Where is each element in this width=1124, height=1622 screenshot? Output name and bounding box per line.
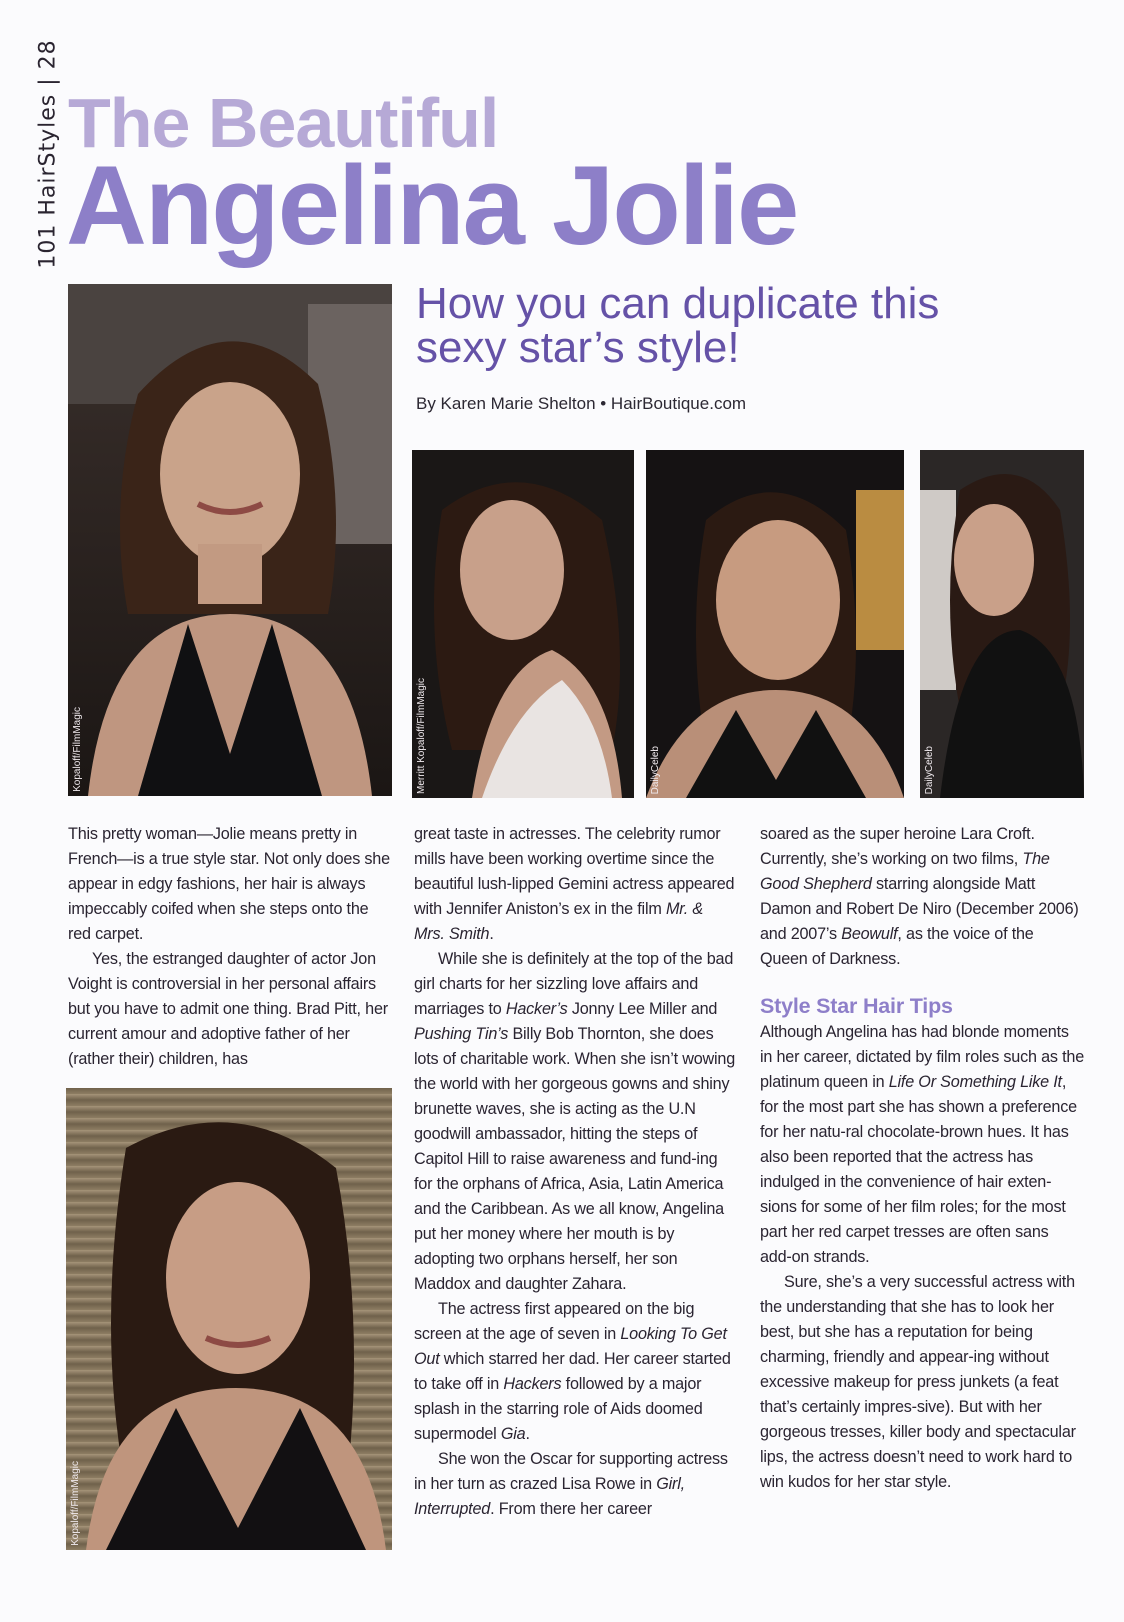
film-title: Hackers bbox=[503, 1375, 562, 1393]
text-run: While she is definitely at the top of the bad girl charts for her sizzling love affairs and marriages to bbox=[414, 950, 734, 1018]
photo-credit: Merritt Kopaloff/FilmMagic bbox=[416, 678, 427, 794]
strip-illustration-2 bbox=[646, 450, 904, 798]
paragraph bbox=[414, 822, 736, 947]
photo-credit: DailyCeleb bbox=[650, 745, 661, 794]
section-heading: Style Star Hair Tips bbox=[760, 994, 953, 1018]
paragraph bbox=[414, 947, 736, 1297]
text-run: . From there her career bbox=[490, 1500, 652, 1518]
deck bbox=[416, 279, 1056, 372]
text-run: , as the voice of the Queen of Darkness. bbox=[760, 925, 1034, 968]
film-title: Life Or Something Like It bbox=[888, 1073, 1062, 1091]
body-column-1 bbox=[68, 822, 390, 1072]
body-column-3 bbox=[760, 822, 1084, 1495]
folio-text: 101 HairStyles | 28 bbox=[35, 39, 61, 269]
film-title: Looking To Get Out bbox=[414, 1325, 727, 1368]
strip-photo-2 bbox=[646, 450, 904, 798]
paragraph: Yes, the estranged daughter of actor Jon Voight is controversial in her personal affairs but you have to admit one thing. Brad Pitt, her current amour and adoptive father of her (rather their) children, has bbox=[68, 950, 388, 1068]
film-title: Hacker’s bbox=[505, 1000, 568, 1018]
text-run: She won the Oscar for supporting actress in her turn as crazed Lisa Rowe in bbox=[414, 1450, 728, 1493]
film-title: Mr. & Mrs. Smith bbox=[414, 900, 704, 943]
text-run: . bbox=[489, 925, 494, 943]
strip-illustration-1 bbox=[412, 450, 634, 798]
page-folio bbox=[26, 24, 70, 284]
text-run: which starred her dad. Her career started to take off in bbox=[414, 1350, 731, 1393]
lower-portrait-illustration bbox=[66, 1088, 392, 1550]
lower-portrait-photo bbox=[66, 1088, 392, 1550]
photo-credit: DailyCeleb bbox=[924, 745, 935, 794]
text-run: Although Angelina has had blonde moments in her career, dictated by film roles such as the platinum queen in bbox=[760, 1023, 1085, 1091]
film-title: Beowulf bbox=[841, 925, 898, 943]
portrait-illustration bbox=[68, 284, 392, 796]
byline: By Karen Marie Shelton • HairBoutique.com bbox=[416, 394, 747, 413]
paragraph bbox=[414, 1297, 736, 1447]
photo-credit: Kopaloff/FilmMagic bbox=[72, 707, 83, 792]
text-run: . bbox=[525, 1425, 530, 1443]
film-title: Girl, Interrupted bbox=[414, 1475, 685, 1518]
title-kicker: The Beautiful bbox=[68, 84, 499, 162]
text-run: starring alongside Matt Damon and Robert De Niro (December 2006) and 2007’s bbox=[760, 875, 1079, 943]
page-title: Angelina Jolie bbox=[66, 143, 798, 268]
text-run: , for the most part she has shown a preference for her natu-ral chocolate-brown hues. It has also been reported that the actress has indulged in the convenience of hair exten-sions for some of her film roles; for the most part her red carpet tresses are often sans add-on strands. bbox=[760, 1073, 1077, 1266]
deck-line-1: How you can duplicate this bbox=[416, 279, 940, 328]
film-title: Pushing Tin’s bbox=[414, 1025, 509, 1043]
text-run: followed by a major splash in the starring role of Aids doomed supermodel bbox=[414, 1375, 703, 1443]
body-column-2 bbox=[414, 822, 736, 1522]
strip-illustration-3 bbox=[920, 450, 1084, 798]
film-title: Gia bbox=[500, 1425, 526, 1443]
film-title: The Good Shepherd bbox=[760, 850, 1050, 893]
strip-photo-1 bbox=[412, 450, 634, 798]
strip-photo-3 bbox=[920, 450, 1084, 798]
paragraph bbox=[760, 1020, 1084, 1270]
photo-credit: Kopaloff/FilmMagic bbox=[70, 1461, 81, 1546]
text-run: great taste in actresses. The celebrity rumor mills have been working overtime since the beautiful lush-lipped Gemini actress appeared with Jennifer Aniston’s ex in the film bbox=[414, 825, 735, 918]
deck-line-2: sexy star’s style! bbox=[416, 323, 740, 372]
text-run: Jonny Lee Miller and bbox=[567, 1000, 718, 1018]
text-run: soared as the super heroine Lara Croft. Currently, she’s working on two films, bbox=[760, 825, 1035, 868]
paragraph: This pretty woman—Jolie means pretty in French—is a true style star. Not only does she appear in edgy fashions, her hair is always impeccably coifed when she steps onto the red carpet. bbox=[68, 825, 390, 943]
paragraph bbox=[414, 1447, 736, 1522]
text-run: Billy Bob Thornton, she does lots of charitable work. When she isn’t wowing the world with her gorgeous gowns and shiny brunette waves, she is acting as the U.N goodwill ambassador, hitting the steps of Capitol Hill to raise awareness and fund-ing for the orphans of Africa, Asia, Latin America and the Caribbean. As we all know, Angelina put her money where her mouth is by adopting two orphans herself, her son Maddox and daughter Zahara. bbox=[414, 1025, 735, 1293]
paragraph: Sure, she’s a very successful actress with the understanding that she has to look her best, but she has a reputation for being charming, friendly and appear-ing without excessive makeup for press junkets (a feat that’s certainly impres-sive). But with her gorgeous tresses, killer body and spectacular lips, the actress doesn’t need to work hard to win kudos for her star style. bbox=[760, 1273, 1076, 1491]
text-run: The actress first appeared on the big screen at the age of seven in bbox=[414, 1300, 695, 1343]
main-portrait-photo bbox=[68, 284, 392, 796]
paragraph bbox=[760, 822, 1084, 972]
